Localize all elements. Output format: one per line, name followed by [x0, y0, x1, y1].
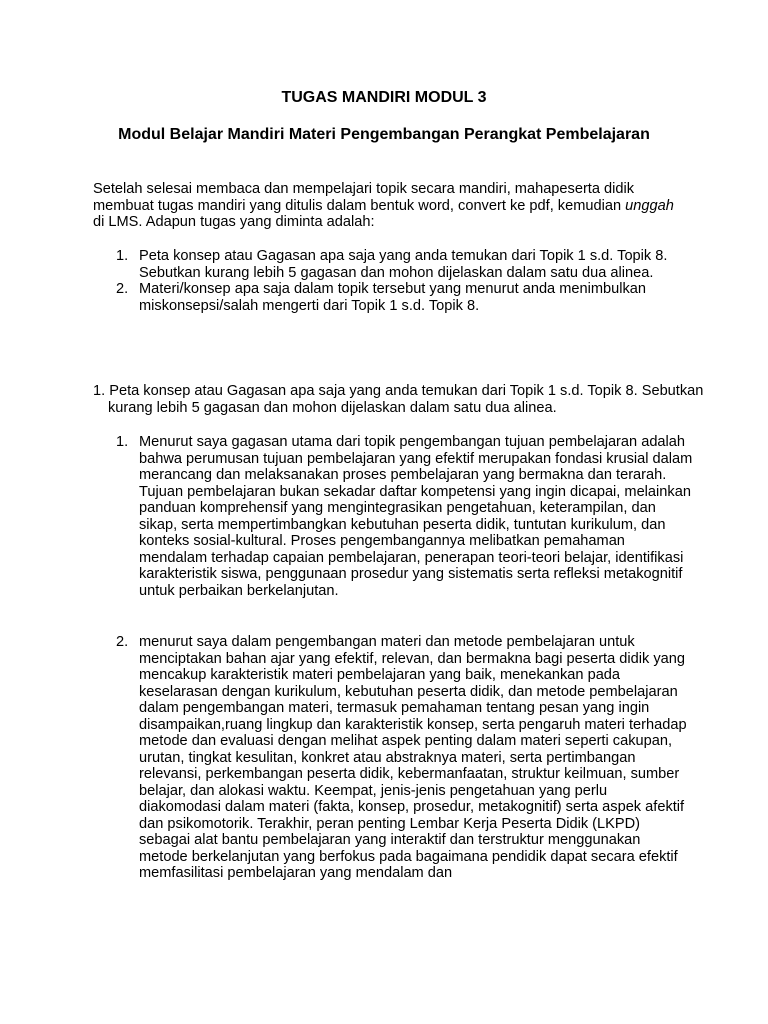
list-number: 2.	[116, 634, 129, 650]
list-item-text: Materi/konsep apa saja dalam topik tersebut yang menurut anda menimbulkan miskonsepsi/salah mengerti dari Topik 1 s.d. Topik 8.	[139, 281, 647, 314]
intro-paragraph	[93, 181, 683, 231]
list-item	[93, 634, 693, 882]
intro-text-2: di LMS. Adapun tugas yang diminta adalah:	[93, 214, 375, 230]
list-item	[93, 281, 693, 314]
answer-list	[93, 434, 693, 882]
list-number: 1.	[116, 248, 129, 264]
list-number: 2.	[116, 281, 129, 297]
document-title: TUGAS MANDIRI MODUL 3	[281, 89, 487, 106]
intro-text-1: Setelah selesai membaca dan mempelajari topik secara mandiri, mahapeserta didik membuat tugas mandiri yang ditulis dalam bentuk word, convert ke pdf, kemudian	[93, 181, 635, 214]
list-item	[93, 248, 693, 281]
intro-emphasis: unggah	[625, 197, 674, 214]
answer-heading: 1. Peta konsep atau Gagasan apa saja yang anda temukan dari Topik 1 s.d. Topik 8. Sebutkan kurang lebih 5 gagasan dan mohon dijelaskan dalam satu dua alinea.	[93, 383, 704, 416]
list-item	[93, 434, 693, 599]
document-subtitle: Modul Belajar Mandiri Materi Pengembangan Perangkat Pembelajaran	[118, 126, 650, 143]
list-item-text: Menurut saya gagasan utama dari topik pengembangan tujuan pembelajaran adalah bahwa perumusan tujuan pembelajaran yang efektif merupakan fondasi krusial dalam merancang dan melaksanakan proses pembelajaran yang bermakna dan terarah. Tujuan pembelajaran bukan sekadar daftar kompetensi yang ingin dicapai, melainkan panduan komprehensif yang mengintegrasikan pengetahuan, keterampilan, dan sikap, serta mempertimbangkan kebutuhan peserta didik, tuntutan kurikulum, dan konteks sosial-kultural. Proses pengembangannya melibatkan pemahaman mendalam terhadap capaian pembelajaran, penerapan teori-teori belajar, identifikasi karakteristik siswa, penggunaan prosedur yang sistematis serta refleksi metakognitif untuk perbaikan berkelanjutan.	[139, 434, 693, 599]
list-item-text: Peta konsep atau Gagasan apa saja yang anda temukan dari Topik 1 s.d. Topik 8. Sebutkan kurang lebih 5 gagasan dan mohon dijelaskan dalam satu dua alinea.	[139, 248, 668, 281]
list-number: 1.	[116, 434, 129, 450]
task-list	[93, 248, 693, 314]
list-item-text: menurut saya dalam pengembangan materi dan metode pembelajaran untuk menciptakan bahan ajar yang efektif, relevan, dan bermakna bagi peserta didik yang mencakup karakteristik materi pembelajaran yang baik, menekankan pada keselarasan dengan kurikulum, kebutuhan peserta didik, dan metode pembelajaran dalam pengembangan materi, termasuk pemahaman tentang pesan yang ingin disampaikan,ruang lingkup dan karakteristik konsep, serta pengaruh materi terhadap metode dan evaluasi dengan melihat aspek penting dalam materi seperti cakupan, urutan, tingkat kesulitan, konkret atau abstraknya materi, serta pertimbangan relevansi, perkembangan peserta didik, kebermanfaatan, struktur keilmuan, sumber belajar, dan alokasi waktu. Keempat, jenis-jenis pengetahuan yang perlu diakomodasi dalam materi (fakta, konsep, prosedur, metakognitif) serta aspek afektif dan psikomotorik. Terakhir, peran penting Lembar Kerja Peserta Didik (LKPD) sebagai alat bantu pembelajaran yang interaktif dan terstruktur menggunakan metode berkelanjutan yang berfokus pada bagaimana pendidik dapat secara efektif memfasilitasi pembelajaran yang mendalam dan	[139, 634, 687, 881]
